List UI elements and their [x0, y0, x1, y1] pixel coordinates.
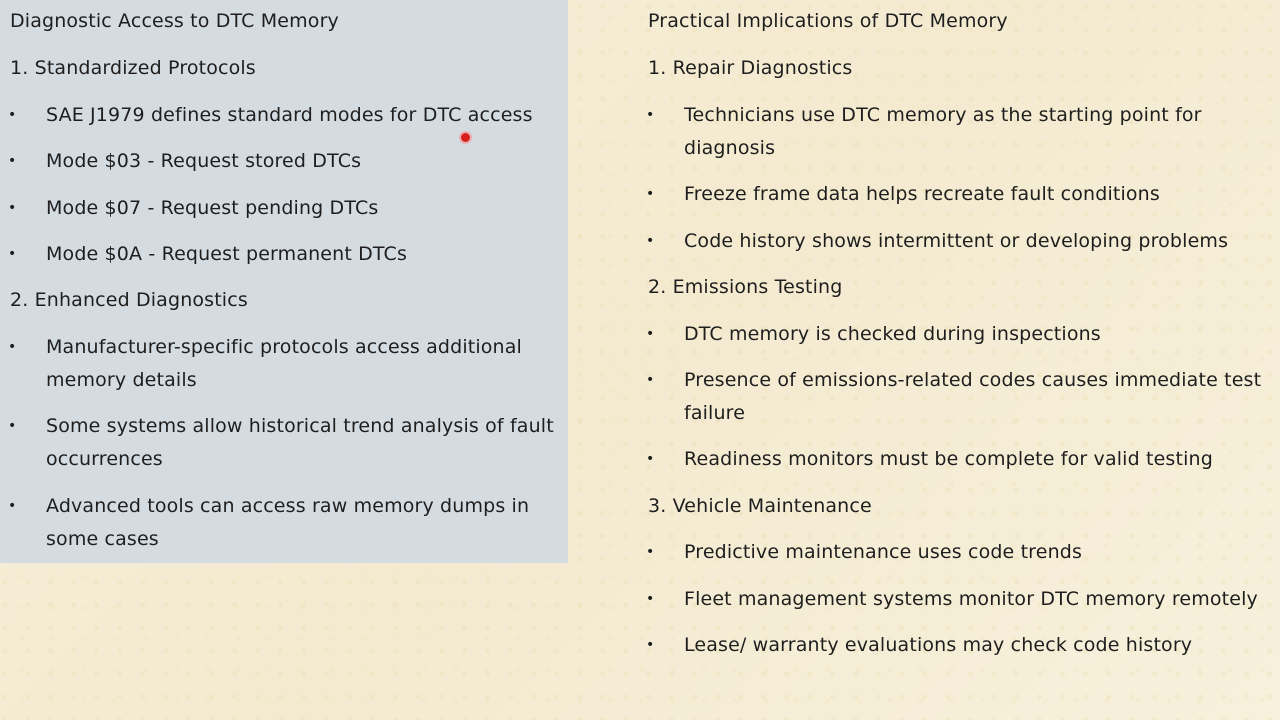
bullet-icon: •	[8, 418, 17, 434]
bullet-icon: •	[8, 107, 17, 123]
bullet-icon: •	[646, 107, 655, 123]
bullet-icon: •	[646, 591, 655, 607]
list-item: Lease/ warranty evaluations may check code history	[684, 634, 1193, 656]
list-item: Manufacturer-specific protocols access additional memory details	[46, 336, 522, 391]
bullet-icon: •	[646, 372, 655, 388]
right-title: Practical Implications of DTC Memory	[648, 10, 1008, 32]
list-item: Fleet management systems monitor DTC memory remotely	[684, 588, 1258, 610]
list-item: Readiness monitors must be complete for valid testing	[684, 448, 1213, 470]
list-item: Freeze frame data helps recreate fault conditions	[684, 183, 1160, 205]
list-item: Technicians use DTC memory as the starting point for diagnosis	[684, 104, 1202, 159]
bullet-icon: •	[646, 544, 655, 560]
right-section-emissions: 2. Emissions Testing	[648, 276, 843, 298]
list-item: Mode $03 - Request stored DTCs	[46, 150, 362, 172]
list-item: Predictive maintenance uses code trends	[684, 541, 1083, 563]
bullet-icon: •	[646, 326, 655, 342]
list-item: Some systems allow historical trend analysis of fault occurrences	[46, 415, 554, 470]
bullet-icon: •	[8, 498, 17, 514]
right-section-repair: 1. Repair Diagnostics	[648, 57, 853, 79]
bullet-icon: •	[646, 637, 655, 653]
list-item: SAE J1979 defines standard modes for DTC access	[46, 104, 533, 126]
pointer-cursor-icon	[461, 133, 470, 142]
right-section-maintenance: 3. Vehicle Maintenance	[648, 495, 872, 517]
bullet-icon: •	[646, 451, 655, 467]
list-item: Advanced tools can access raw memory dumps in some cases	[46, 495, 530, 550]
bullet-icon: •	[8, 200, 17, 216]
left-title: Diagnostic Access to DTC Memory	[10, 10, 339, 32]
bullet-icon: •	[8, 153, 17, 169]
bullet-icon: •	[8, 339, 17, 355]
list-item: Code history shows intermittent or developing problems	[684, 230, 1229, 252]
bullet-icon: •	[646, 186, 655, 202]
list-item: Mode $07 - Request pending DTCs	[46, 197, 379, 219]
left-section-standardized: 1. Standardized Protocols	[10, 57, 256, 79]
list-item: Presence of emissions-related codes causes immediate test failure	[684, 369, 1262, 424]
bullet-icon: •	[646, 233, 655, 249]
left-section-enhanced: 2. Enhanced Diagnostics	[10, 289, 248, 311]
bullet-icon: •	[8, 246, 17, 262]
list-item: Mode $0A - Request permanent DTCs	[46, 243, 408, 265]
list-item: DTC memory is checked during inspections	[684, 323, 1101, 345]
